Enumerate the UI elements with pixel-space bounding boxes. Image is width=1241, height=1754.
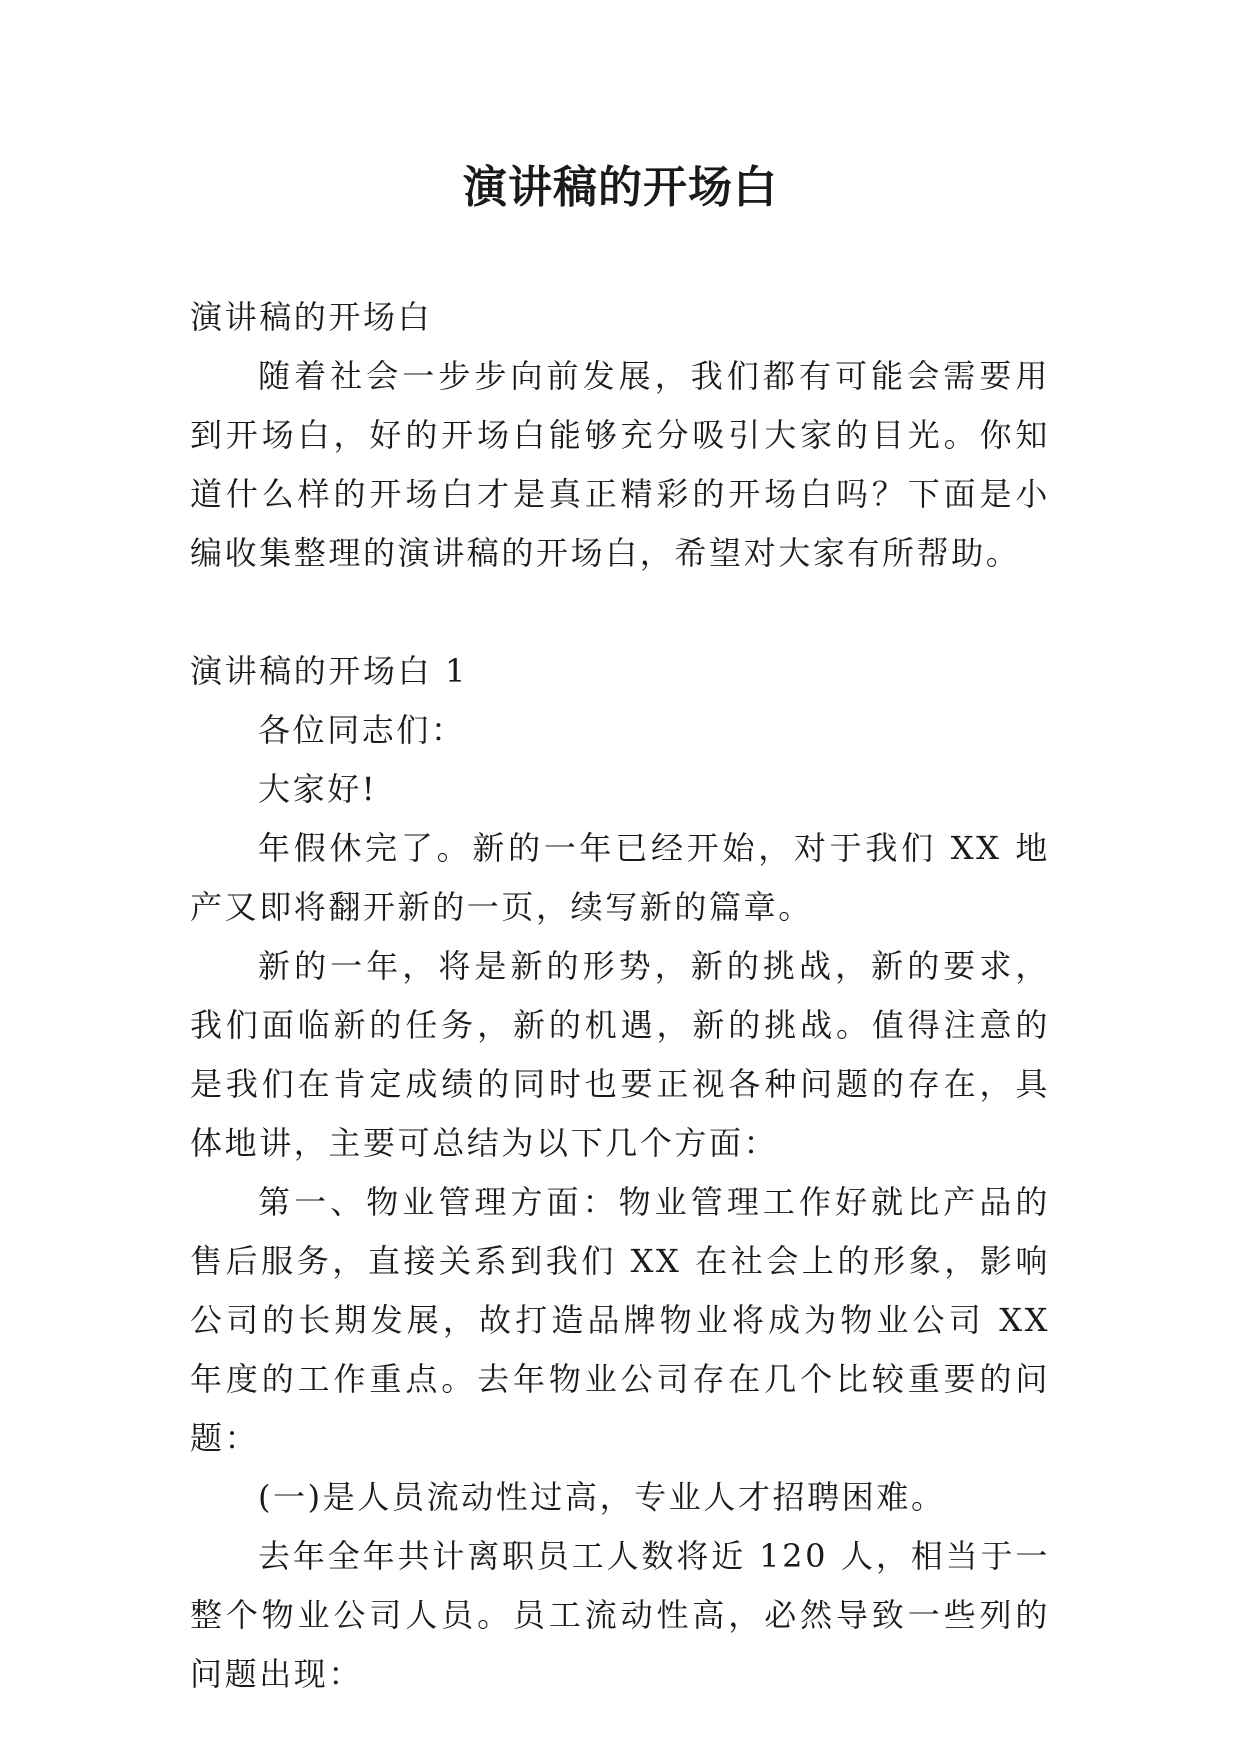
body-paragraph: (一)是人员流动性过高，专业人才招聘困难。 <box>258 1478 946 1516</box>
salutation: 各位同志们： <box>258 711 466 749</box>
body-paragraph: 去年全年共计离职员工人数将近 120 人，相当于一整个物业公司人员。员工流动性高，必然导致一些列的问题出现： <box>190 1537 1050 1693</box>
section-heading: 演讲稿的开场白 <box>190 298 433 336</box>
section-heading: 演讲稿的开场白 1 <box>190 652 468 690</box>
body-paragraph: 年假休完了。新的一年已经开始，对于我们 XX 地产又即将翻开新的一页，续写新的篇章。 <box>190 829 1050 926</box>
document-body <box>190 288 1050 1704</box>
paragraph-spacer <box>190 583 1050 642</box>
body-paragraph: 第一、物业管理方面：物业管理工作好就比产品的售后服务，直接关系到我们 XX 在社会上的形象，影响公司的长期发展，故打造品牌物业将成为物业公司 XX 年度的工作重点。去年物业公司存在几个比较重要的问题： <box>190 1183 1050 1457</box>
body-paragraph: 新的一年，将是新的形势，新的挑战，新的要求，我们面临新的任务，新的机遇，新的挑战。值得注意的是我们在肯定成绩的同时也要正视各种问题的存在，具体地讲，主要可总结为以下几个方面： <box>190 947 1050 1162</box>
intro-paragraph: 随着社会一步步向前发展，我们都有可能会需要用到开场白，好的开场白能够充分吸引大家的目光。你知道什么样的开场白才是真正精彩的开场白吗？下面是小编收集整理的演讲稿的开场白，希望对大家有所帮助。 <box>190 357 1050 572</box>
document-title: 演讲稿的开场白 <box>463 162 778 213</box>
greeting: 大家好! <box>258 770 378 808</box>
